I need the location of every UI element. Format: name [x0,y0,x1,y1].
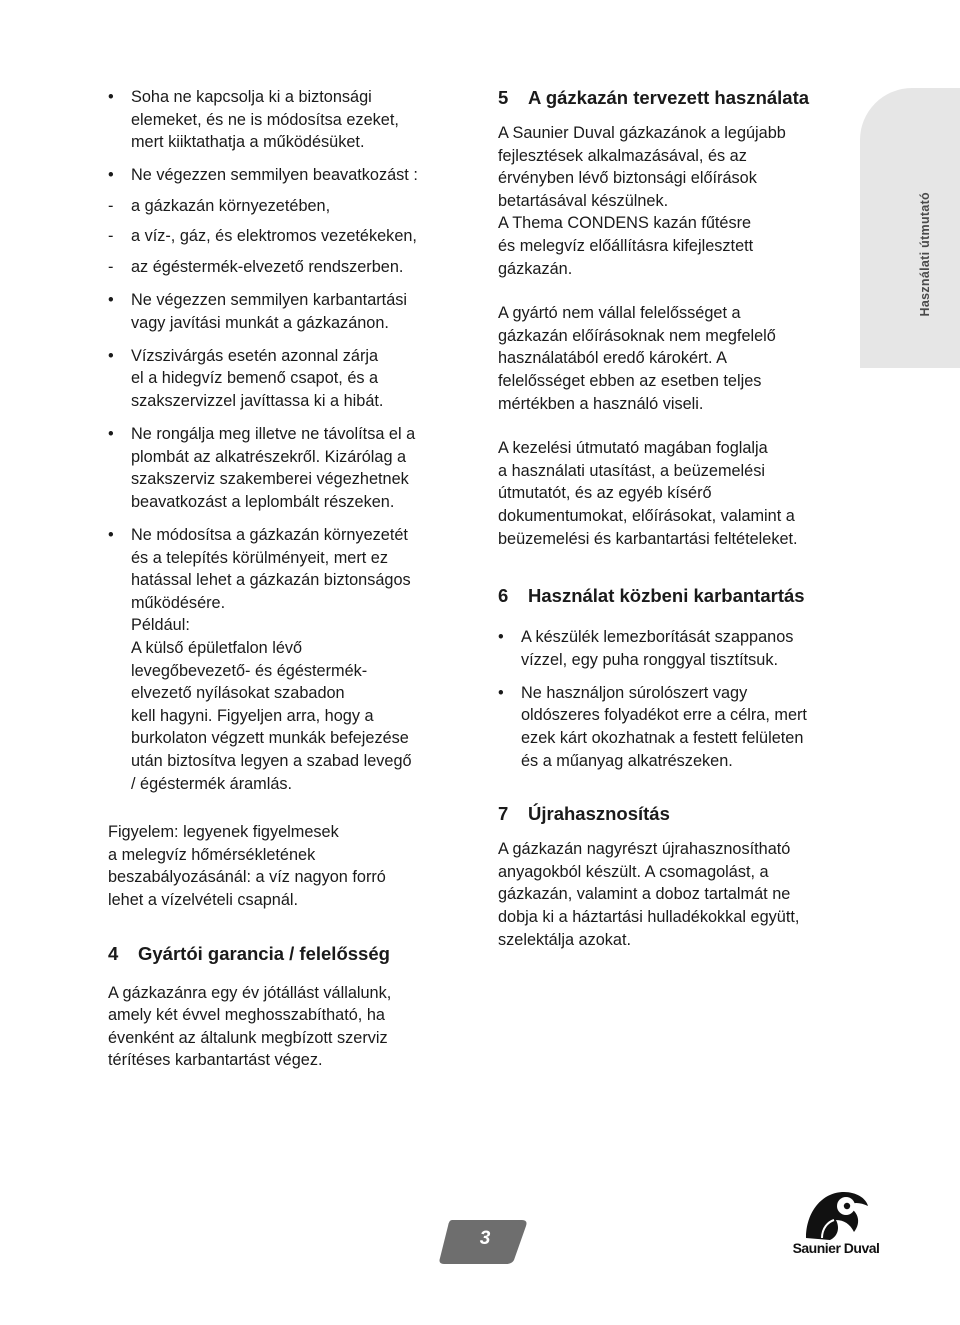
text-line: A gázkazán nagyrészt újrahasznosítható [498,840,791,859]
text-line: fejlesztések alkalmazásával, és az [498,146,747,165]
section-5-paragraph [498,302,858,415]
text-line: A Thema CONDENS kazán fűtésre [498,214,752,233]
section-title: Gyártói garancia / felelősség [138,942,390,964]
page-number: 3 [479,1228,491,1249]
text-line: felelősséget ebben az esetben teljes [498,371,762,390]
text-line: kell hagyni. Figyeljen arra, hogy a [131,706,374,725]
warning-paragraph [108,821,480,911]
side-tab-label: Használati útmutató [918,192,932,317]
text-line: A gázkazánra egy év jótállást vállalunk, [108,983,392,1002]
text-line: lehet a vízelvételi csapnál. [108,890,299,909]
text-line: Soha ne kapcsolja ki a biztonsági [131,88,372,106]
list-item [498,626,858,671]
text-line: mértékben a használó viseli. [498,394,704,413]
text-line: és a telepítés körülményeit, mert ez [131,548,388,567]
dash-marker: - [108,258,114,277]
text-line: A külső épületfalon lévő [131,638,303,657]
section-heading-4 [108,942,480,966]
bullet-marker: • [108,291,114,310]
bullet-marker: • [498,628,504,647]
text-line: el a hidegvíz bemenő csapot, és a [131,369,379,388]
text-line: amely két évvel meghosszabítható, ha [108,1006,385,1025]
list-item [108,195,480,218]
text-line: Ne rongálja meg illetve ne távolítsa el a [131,425,416,444]
text-line: ezek kárt okozhatnak a festett felületen [521,728,804,747]
section-7-body [498,838,858,951]
list-item [108,225,480,248]
text-line: A kezelési útmutató magában foglalja [498,439,768,458]
section-number: 6 [498,585,509,607]
text-line: Ne végezzen semmilyen karbantartási [131,291,408,310]
text-line: érvényben lévő biztonsági előírások [498,169,757,188]
text-line: beszabályozásánál: a víz nagyon forró [108,868,386,887]
right-column [498,86,858,951]
text-line: oldószeres folyadékot erre a célra, mert [521,706,807,725]
section-title: Használat közbeni karbantartás [528,585,805,607]
section-number: 4 [108,942,119,964]
text-line: betartásával készülnek. [498,191,669,210]
list-item [108,524,480,795]
text-line: elemeket, és ne is módosítsa ezeket, [131,110,399,129]
text-line: A Saunier Duval gázkazánok a legújabb [498,124,786,142]
section-number: 5 [498,87,509,108]
list-item [108,164,480,187]
section-heading-7 [498,802,858,826]
text-line: levegőbevezető- és égéstermék- [131,661,368,680]
text-line: A készülék lemezborítását szappanos [521,628,794,647]
left-column [108,86,480,1072]
text-line: után biztosítva legyen a szabad levegő [131,751,412,770]
text-line: plombát az alkatrészekről. Kizárólag a [131,447,407,466]
section-5-paragraph [498,437,858,550]
list-item [108,289,480,334]
text-line: vízzel, egy puha ronggyal tisztítsuk. [521,650,779,669]
section-title: Újrahasznosítás [528,803,670,825]
list-item [498,682,858,772]
text-line: és a műanyag alkatrészeken. [521,751,733,770]
side-tab [860,88,960,368]
text-line: használatából eredő károkért. A [498,349,727,368]
text-line: évenként az általunk megbízott szerviz [108,1028,388,1047]
list-item [108,86,480,154]
section-number: 7 [498,803,509,825]
text-line: térítéses karbantartást végez. [108,1051,323,1070]
section-title: A gázkazán tervezett használata [528,87,810,108]
bullet-marker: • [108,166,114,185]
section-heading-6 [498,584,858,608]
text-line: a használati utasítást, a beüzemelési [498,461,765,480]
text-line: Ne módosítsa a gázkazán környezetét [131,526,408,544]
list-item [108,423,480,513]
brand-name: Saunier Duval [792,1240,880,1256]
bullet-marker: • [498,683,504,702]
text-line: Ne használjon súrolószert vagy [521,683,748,702]
text-line: az égéstermék-elvezető rendszerben. [131,258,404,277]
bullet-marker: • [108,346,114,365]
text-line: a gázkazán környezetében, [131,196,331,215]
text-line: a melegvíz hőmérsékletének [108,845,316,864]
text-line: Figyelem: legyenek figyelmesek [108,823,339,842]
text-line: gázkazán előírásoknak nem megfelelő [498,326,776,345]
text-line: Vízszivárgás esetén azonnal zárja [131,346,379,365]
list-item [108,256,480,279]
text-line: gázkazán. [498,259,573,278]
text-line: szelektálja azokat. [498,930,632,949]
text-line: működésére. [131,593,226,612]
text-line: burkolaton végzett munkák befejezése [131,729,409,748]
text-line: hatással lehet a gázkazán biztonságos [131,571,411,590]
text-line: és melegvíz előállításra kifejlesztett [498,236,754,255]
bullet-marker: • [108,526,114,544]
dash-marker: - [108,227,114,246]
text-line: dokumentumokat, előírásokat, valamint a [498,506,795,525]
section-heading-5 [498,86,858,110]
section-4-body [108,982,480,1072]
text-line: dobja ki a háztartási hulladékokkal együtt, [498,907,800,926]
section-5-paragraph [498,122,858,280]
text-line: útmutatót, és az egyéb kísérő [498,484,712,503]
text-line: a víz-, gáz, és elektromos vezetékeken, [131,227,417,246]
dash-marker: - [108,196,114,215]
text-line: szakszerviz szakemberei végezhetnek [131,470,409,489]
text-line: anyagokból készült. A csomagolást, a [498,862,769,881]
text-line: vagy javítási munkát a gázkazánon. [131,313,389,332]
text-line: Ne végezzen semmilyen beavatkozást : [131,166,418,185]
text-line: beavatkozást a leplombált részeken. [131,492,395,511]
bullet-marker: • [108,88,114,106]
text-line: Például: [131,616,190,635]
bullet-marker: • [108,425,114,444]
text-line: gázkazán, valamint a doboz tartalmát ne [498,885,791,904]
text-line: mert kiiktathatja a működésüket. [131,133,365,152]
text-line: beüzemelési és karbantartási feltételeket. [498,529,798,548]
saunier-duval-bird-logo-icon [800,1184,872,1242]
text-line: elvezető nyílásokat szabadon [131,684,345,703]
list-item [108,345,480,413]
text-line: szakszervizzel javíttassa ki a hibát. [131,392,384,411]
text-line: / égéstermék áramlás. [131,774,293,793]
text-line: A gyártó nem vállal felelősséget a [498,304,741,323]
